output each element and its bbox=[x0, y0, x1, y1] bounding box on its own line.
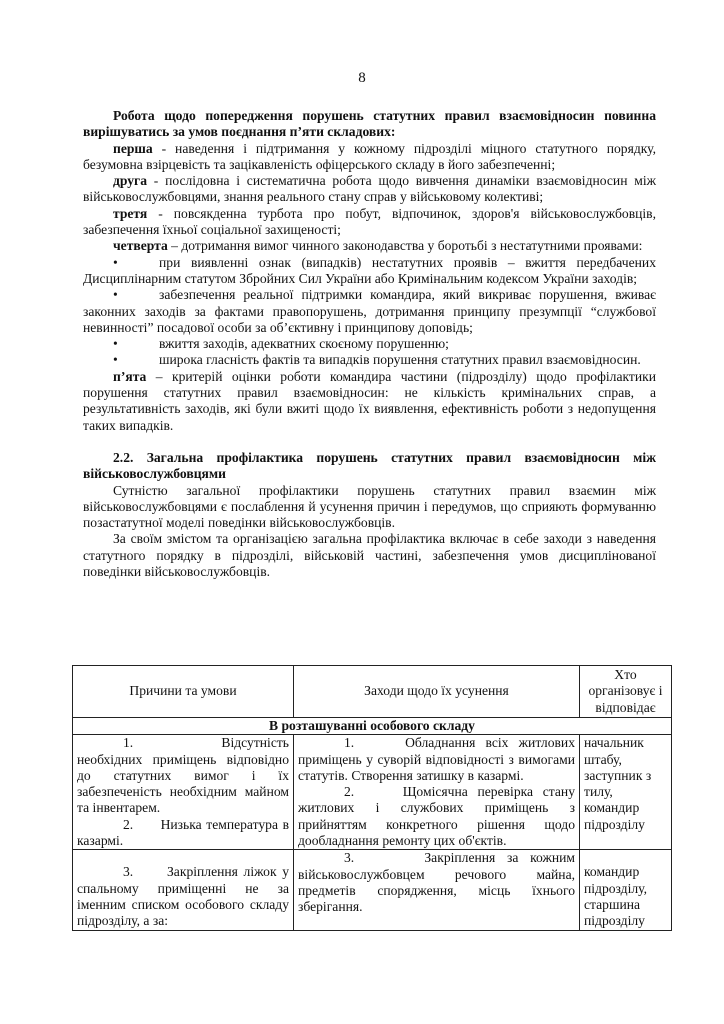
bullet-icon: • bbox=[113, 287, 118, 303]
component-text: дотримання вимог чинного законодавства у боротьбі з нестатутними проявами: bbox=[181, 238, 643, 254]
measure-text: 3. Закріплення за кожним військовослужбовцем речового майна, предметів спорядження, місць їхнього зберігання. bbox=[298, 850, 575, 915]
cause-text: 2. Низька температура в казармі. bbox=[77, 816, 289, 849]
measure-text: 1. Обладнання всіх житлових приміщень у суворій відповідності з вимогами статутів. Створення затишку в казармі. bbox=[298, 735, 575, 783]
component-second bbox=[83, 173, 656, 206]
component-fifth bbox=[83, 369, 656, 434]
component-text: послідовна і систематична робота щодо вивчення динаміки взаємовідносин між військовослужбовцями, знання реального стану справ у військовому колективі; bbox=[83, 173, 657, 205]
cause-text: 1. Відсутність необхідних приміщень відповідно до статутних вимог і їх забезпеченість необхідним майном та інвентарем. bbox=[77, 735, 289, 816]
header-causes: Причини та умови bbox=[73, 666, 294, 718]
bullet-text: вжиття заходів, адекватних скоєному порушенню; bbox=[159, 336, 449, 352]
bullet-icon: • bbox=[113, 352, 118, 368]
separator: - bbox=[152, 140, 176, 156]
separator: – bbox=[167, 238, 182, 254]
page-number: 8 bbox=[358, 70, 366, 86]
measures-cell bbox=[294, 850, 580, 930]
intro-heading: Робота щодо попередження порушень статутних правил взаємовідносин повинна вирішуватись за умов поєднання п’яти складових: bbox=[83, 108, 656, 140]
component-keyword: друга bbox=[113, 173, 148, 189]
component-text: наведення і підтримання у кожному підрозділі міцного статутного порядку, безумовна взірцевість та зацікавленість офіцерського складу в його забезпеченні; bbox=[83, 140, 656, 172]
measure-text: 2. Щомісячна перевірка стану житлових і службових приміщень з прийняттям конкретного рішення щодо дообладнання ремонту цих об'єктів. bbox=[298, 784, 575, 849]
component-third bbox=[83, 206, 656, 239]
spacer bbox=[83, 434, 656, 450]
header-measures: Заходи щодо їх усунення bbox=[294, 666, 580, 718]
component-text: повсякденна турбота про побут, відпочинок, здоров'я військовослужбовців, забезпечення їхньої соціальної захищеності; bbox=[83, 205, 656, 238]
section-heading: 2.2. Загальна профілактика порушень статутних правил взаємовідносин між військовослужбовцями bbox=[83, 449, 656, 482]
component-first bbox=[83, 141, 656, 174]
responsible-text: начальник штабу, заступник з тилу, командир підрозділу bbox=[584, 735, 652, 832]
bullet-icon: • bbox=[113, 336, 118, 352]
component-keyword: третя bbox=[113, 205, 148, 221]
prevention-table bbox=[72, 665, 672, 931]
component-fourth bbox=[83, 238, 656, 254]
causes-cell bbox=[73, 735, 294, 850]
bullet-text: при виявленні ознак (випадків) нестатутних проявів – вжиття передбачених Дисциплінарним статутом Збройних Сил України або Кримінальним кодексом України заходів; bbox=[83, 254, 656, 286]
component-text: критерій оцінки роботи командира частини (підрозділу) щодо профілактики порушення статутних правил взаємовідносин: не кількість кримінальних справ, а результативність заходів, які були вжиті щодо їх виявлення, ефективність роботи з недопущення таких випадків. bbox=[83, 368, 656, 433]
component-keyword: четверта bbox=[113, 238, 168, 254]
measures-cell bbox=[294, 735, 580, 850]
bullet-text: широка гласність фактів та випадків порушення статутних правил взаємовідносин. bbox=[159, 352, 641, 368]
separator: – bbox=[146, 368, 172, 384]
table-section-row bbox=[73, 718, 672, 735]
separator: - bbox=[147, 205, 174, 221]
bullet-item bbox=[83, 255, 656, 288]
table-row bbox=[73, 735, 672, 850]
bullet-item bbox=[83, 287, 656, 336]
cause-text: 3. Закріплення ліжок у спальному приміщенні не за іменним списком особового складу підрозділу, а за: bbox=[77, 864, 289, 929]
causes-cell bbox=[73, 850, 294, 930]
table-header-row bbox=[73, 666, 672, 718]
header-responsible: Хто організовує і відповідає bbox=[580, 666, 672, 718]
bullet-item bbox=[83, 336, 656, 352]
section-paragraph: За своїм змістом та організацією загальна профілактика включає в себе заходи з наведення статутного порядку в підрозділі, військовій частині, забезпечення умов дисциплінованої поведінки військовослужбовців. bbox=[83, 531, 656, 580]
responsible-cell bbox=[580, 735, 672, 850]
component-keyword: п’ята bbox=[113, 368, 147, 384]
bullet-item bbox=[83, 352, 656, 368]
responsible-text: командир підрозділу, старшина підрозділу bbox=[584, 864, 647, 929]
section-paragraph: Сутністю загальної профілактики порушень статутних правил взаємин між військовослужбовцями є послаблення й усунення причин і передумов, що сприяють формуванню позастатутної моделі поведінки військовослужбовців. bbox=[83, 482, 656, 531]
section-row-label: В розташуванні особового складу bbox=[73, 718, 672, 735]
component-keyword: перша bbox=[113, 140, 153, 156]
table-row bbox=[73, 850, 672, 930]
separator: - bbox=[147, 173, 166, 189]
responsible-cell bbox=[580, 850, 672, 930]
bullet-icon: • bbox=[113, 254, 118, 270]
page-body bbox=[83, 108, 656, 580]
bullet-text: забезпечення реальної підтримки командира, який викриває порушення, вживає законних заходів за фактами правопорушень, дотримання принципу презумпції “службової невинності” посадової особи за об’єктивну і принципову доповідь; bbox=[83, 287, 656, 335]
